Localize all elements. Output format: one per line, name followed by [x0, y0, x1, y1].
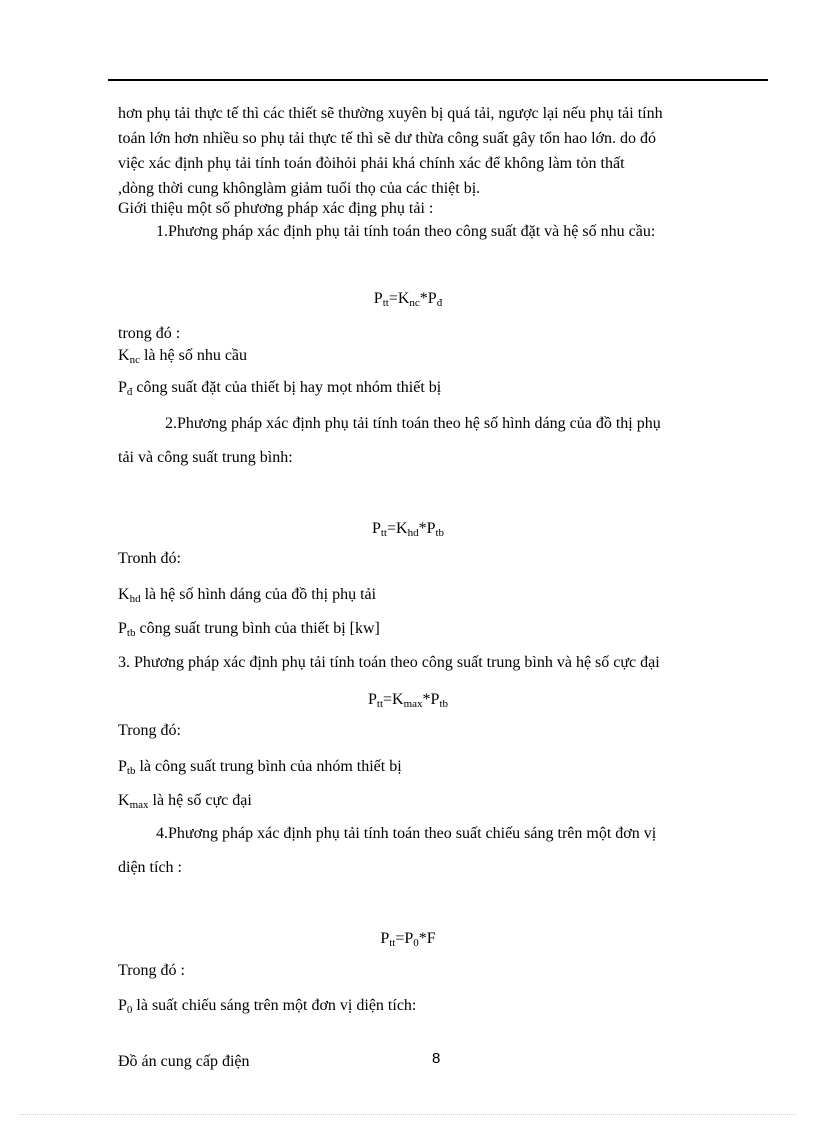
method-1-heading: 1.Phương pháp xác định phụ tải tính toán theo công suất đặt và hệ số nhu cầu:	[156, 223, 656, 240]
intro-line-1: hơn phụ tải thực tế thì các thiết sẽ thường xuyên bị quá tải, ngược lại nếu phụ tải tính	[118, 105, 663, 122]
formula-1: $P_{tt}=K_{nc}*P_đ$	[373, 290, 443, 309]
method-2-heading-1: 2.Phương pháp xác định phụ tải tính toán theo hệ số hình dáng của đồ thị phụ	[165, 415, 661, 432]
page-number: 8	[432, 1050, 441, 1067]
formula-4: $P_{tt}=P_0*F$	[380, 930, 436, 949]
intro-line-2: toán lớn hơn nhiều so phụ tải thực tế thì sẽ dư thừa công suất gây tổn hao lớn. do đó	[118, 130, 656, 147]
formula-2: $P_{tt}=K_{hd}*P_{tb}$	[371, 520, 445, 539]
method-4-heading-1: 4.Phương pháp xác định phụ tải tính toán theo suất chiếu sáng trên một đơn vị	[156, 825, 657, 842]
method-1-def-1: $K_{nc}$ là hệ số nhu cầu	[118, 347, 248, 366]
method-4-heading-2: diện tích :	[118, 859, 182, 876]
formula-3: $P_{tt}=K_{max}*P_{tb}$	[367, 691, 449, 710]
intro-line-3: việc xác định phụ tải tính toán đòihỏi phải khá chính xác để không làm tỏn thất	[118, 155, 625, 172]
method-3-def-2: $K_{max}$ là hệ số cực đại	[118, 792, 252, 811]
method-4-where: Trong đó :	[118, 962, 185, 979]
method-3-where: Trong đó:	[118, 722, 181, 739]
header-rule	[108, 79, 768, 81]
method-2-where: Tronh đó:	[118, 550, 181, 567]
bottom-border	[20, 1114, 796, 1115]
method-2-def-1: $K_{hd}$ là hệ số hình dáng của đồ thị phụ tải	[118, 586, 377, 605]
footer-title: Đồ án cung cấp điện	[118, 1053, 250, 1070]
method-1-where: trong đó :	[118, 325, 181, 342]
method-1-def-2: $P_đ$ công suất đặt của thiết bị hay mọt nhóm thiết bị	[118, 379, 442, 398]
method-4-def-1: $P_0$ là suất chiếu sáng trên một đơn vị diện tích:	[118, 997, 417, 1016]
method-3-heading: 3. Phương pháp xác định phụ tải tính toán theo công suất trung bình và hệ số cực đại	[118, 654, 660, 671]
method-2-heading-2: tải và công suất trung bình:	[118, 449, 293, 466]
method-3-def-1: $P_{tb}$ là công suất trung bình của nhóm thiết bị	[118, 758, 402, 777]
intro-line-5: Giới thiệu một số phương pháp xác địng phụ tải :	[118, 200, 434, 217]
method-2-def-2: $P_{tb}$ công suất trung bình của thiết bị [kw]	[118, 620, 380, 639]
intro-line-4: ,dòng thời cung khônglàm giảm tuổi thọ của các thiệt bị.	[118, 180, 481, 197]
